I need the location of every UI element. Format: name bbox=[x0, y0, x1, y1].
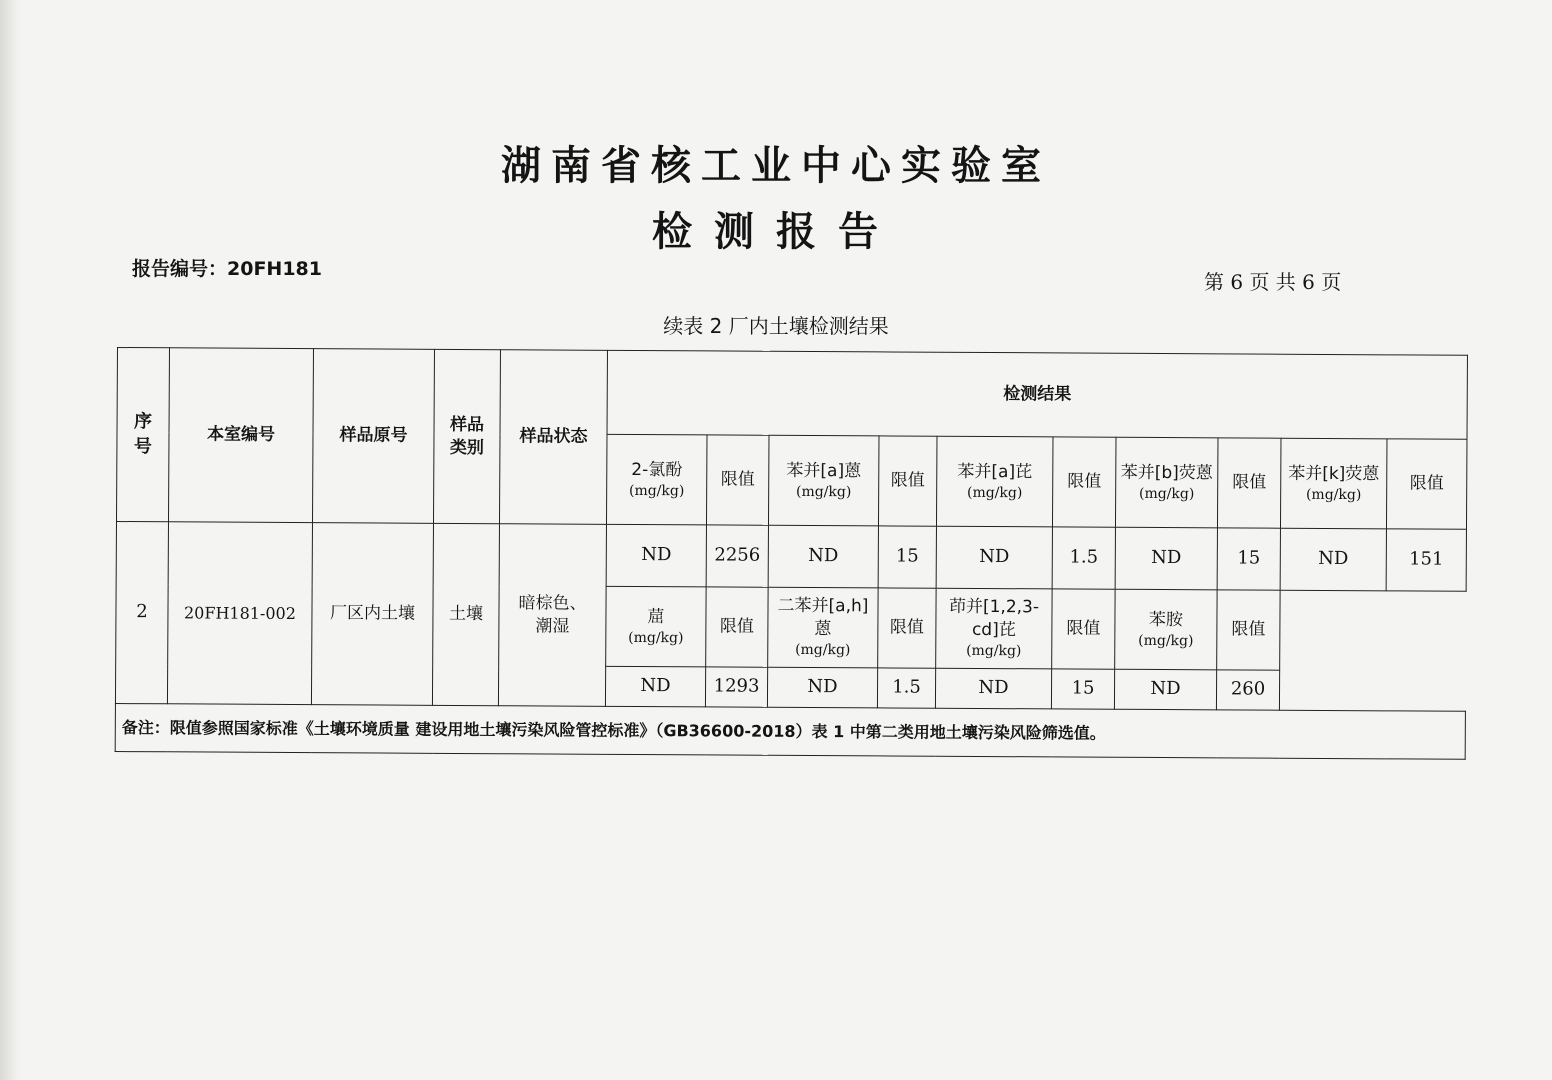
limit-header: 限值 bbox=[1386, 439, 1467, 529]
table-title: 续表 2 厂内土壤检测结果 bbox=[663, 314, 889, 338]
value-cell: ND bbox=[606, 524, 706, 587]
limit-header: 限值 bbox=[1052, 589, 1115, 669]
analyte-header: 二苯并[a,h]蒽 (mg/kg) bbox=[768, 587, 878, 668]
limit-value-cell: 15 bbox=[878, 526, 936, 588]
value-cell: ND bbox=[767, 667, 877, 708]
value-cell: ND bbox=[1114, 669, 1216, 710]
limit-value-cell: 151 bbox=[1386, 529, 1466, 591]
limit-header: 限值 bbox=[706, 435, 769, 525]
limit-value-cell: 260 bbox=[1216, 670, 1279, 710]
limit-value-cell: 1293 bbox=[705, 667, 767, 707]
values-row-1 bbox=[116, 522, 1466, 592]
limit-header: 限值 bbox=[706, 587, 768, 667]
results-table-wrapper bbox=[115, 347, 1467, 760]
sample-orig-no: 厂区内土壤 bbox=[311, 523, 433, 706]
limit-value-cell: 1.5 bbox=[1052, 527, 1115, 589]
limit-value-cell: 2256 bbox=[706, 525, 768, 587]
analyte-header: 2-氯酚 (mg/kg) bbox=[606, 434, 707, 525]
col-header-orig-no: 样品原号 bbox=[312, 349, 434, 524]
analyte-header: 苯并[a]芘 (mg/kg) bbox=[936, 436, 1053, 527]
sample-lab-no: 20FH181-002 bbox=[167, 522, 312, 705]
page-number: 第 6 页 共 6 页 bbox=[1204, 270, 1342, 294]
sample-state: 暗棕色、潮湿 bbox=[498, 524, 606, 707]
col-header-seq: 序号 bbox=[116, 348, 169, 522]
limit-header: 限值 bbox=[1217, 438, 1281, 528]
sample-type: 土壤 bbox=[432, 523, 499, 705]
value-cell: ND bbox=[935, 668, 1051, 709]
analyte-header: 茚并[1,2,3-cd]芘 (mg/kg) bbox=[936, 588, 1052, 669]
limit-value-cell: 15 bbox=[1051, 669, 1114, 709]
results-table bbox=[115, 347, 1468, 760]
limit-header: 限值 bbox=[1217, 590, 1280, 670]
org-title: 湖南省核工业中心实验室 bbox=[501, 143, 1051, 189]
limit-header: 限值 bbox=[878, 588, 936, 668]
analyte-header: 苯并[b]荧蒽 (mg/kg) bbox=[1115, 437, 1218, 528]
limit-header: 限值 bbox=[1052, 437, 1116, 527]
analyte-header: 䓛 (mg/kg) bbox=[606, 586, 706, 667]
empty-area bbox=[1279, 590, 1466, 711]
report-number: 报告编号：20FH181 bbox=[132, 258, 322, 280]
col-header-lab-no: 本室编号 bbox=[168, 348, 313, 523]
col-header-results: 检测结果 bbox=[607, 350, 1468, 439]
value-cell: ND bbox=[768, 525, 878, 588]
col-header-state: 样品状态 bbox=[499, 350, 607, 525]
value-cell: ND bbox=[1115, 527, 1217, 590]
doc-title: 检测报告 bbox=[652, 209, 900, 255]
limit-header: 限值 bbox=[878, 436, 937, 526]
analyte-header: 苯并[k]荧蒽 (mg/kg) bbox=[1280, 438, 1387, 529]
value-cell: ND bbox=[936, 526, 1052, 589]
col-header-type: 样品类别 bbox=[433, 349, 500, 523]
sample-seq: 2 bbox=[115, 522, 168, 704]
table-note: 备注：限值参照国家标准《土壤环境质量 建设用地土壤污染风险管控标准》（GB36600-2018）表 1 中第二类用地土壤污染风险筛选值。 bbox=[115, 703, 1465, 759]
limit-value-cell: 15 bbox=[1217, 528, 1280, 590]
limit-value-cell: 1.5 bbox=[877, 668, 935, 708]
value-cell: ND bbox=[605, 666, 705, 707]
value-cell: ND bbox=[1280, 528, 1386, 591]
analyte-header: 苯并[a]蒽 (mg/kg) bbox=[768, 435, 879, 526]
analyte-header: 苯胺 (mg/kg) bbox=[1115, 589, 1217, 670]
